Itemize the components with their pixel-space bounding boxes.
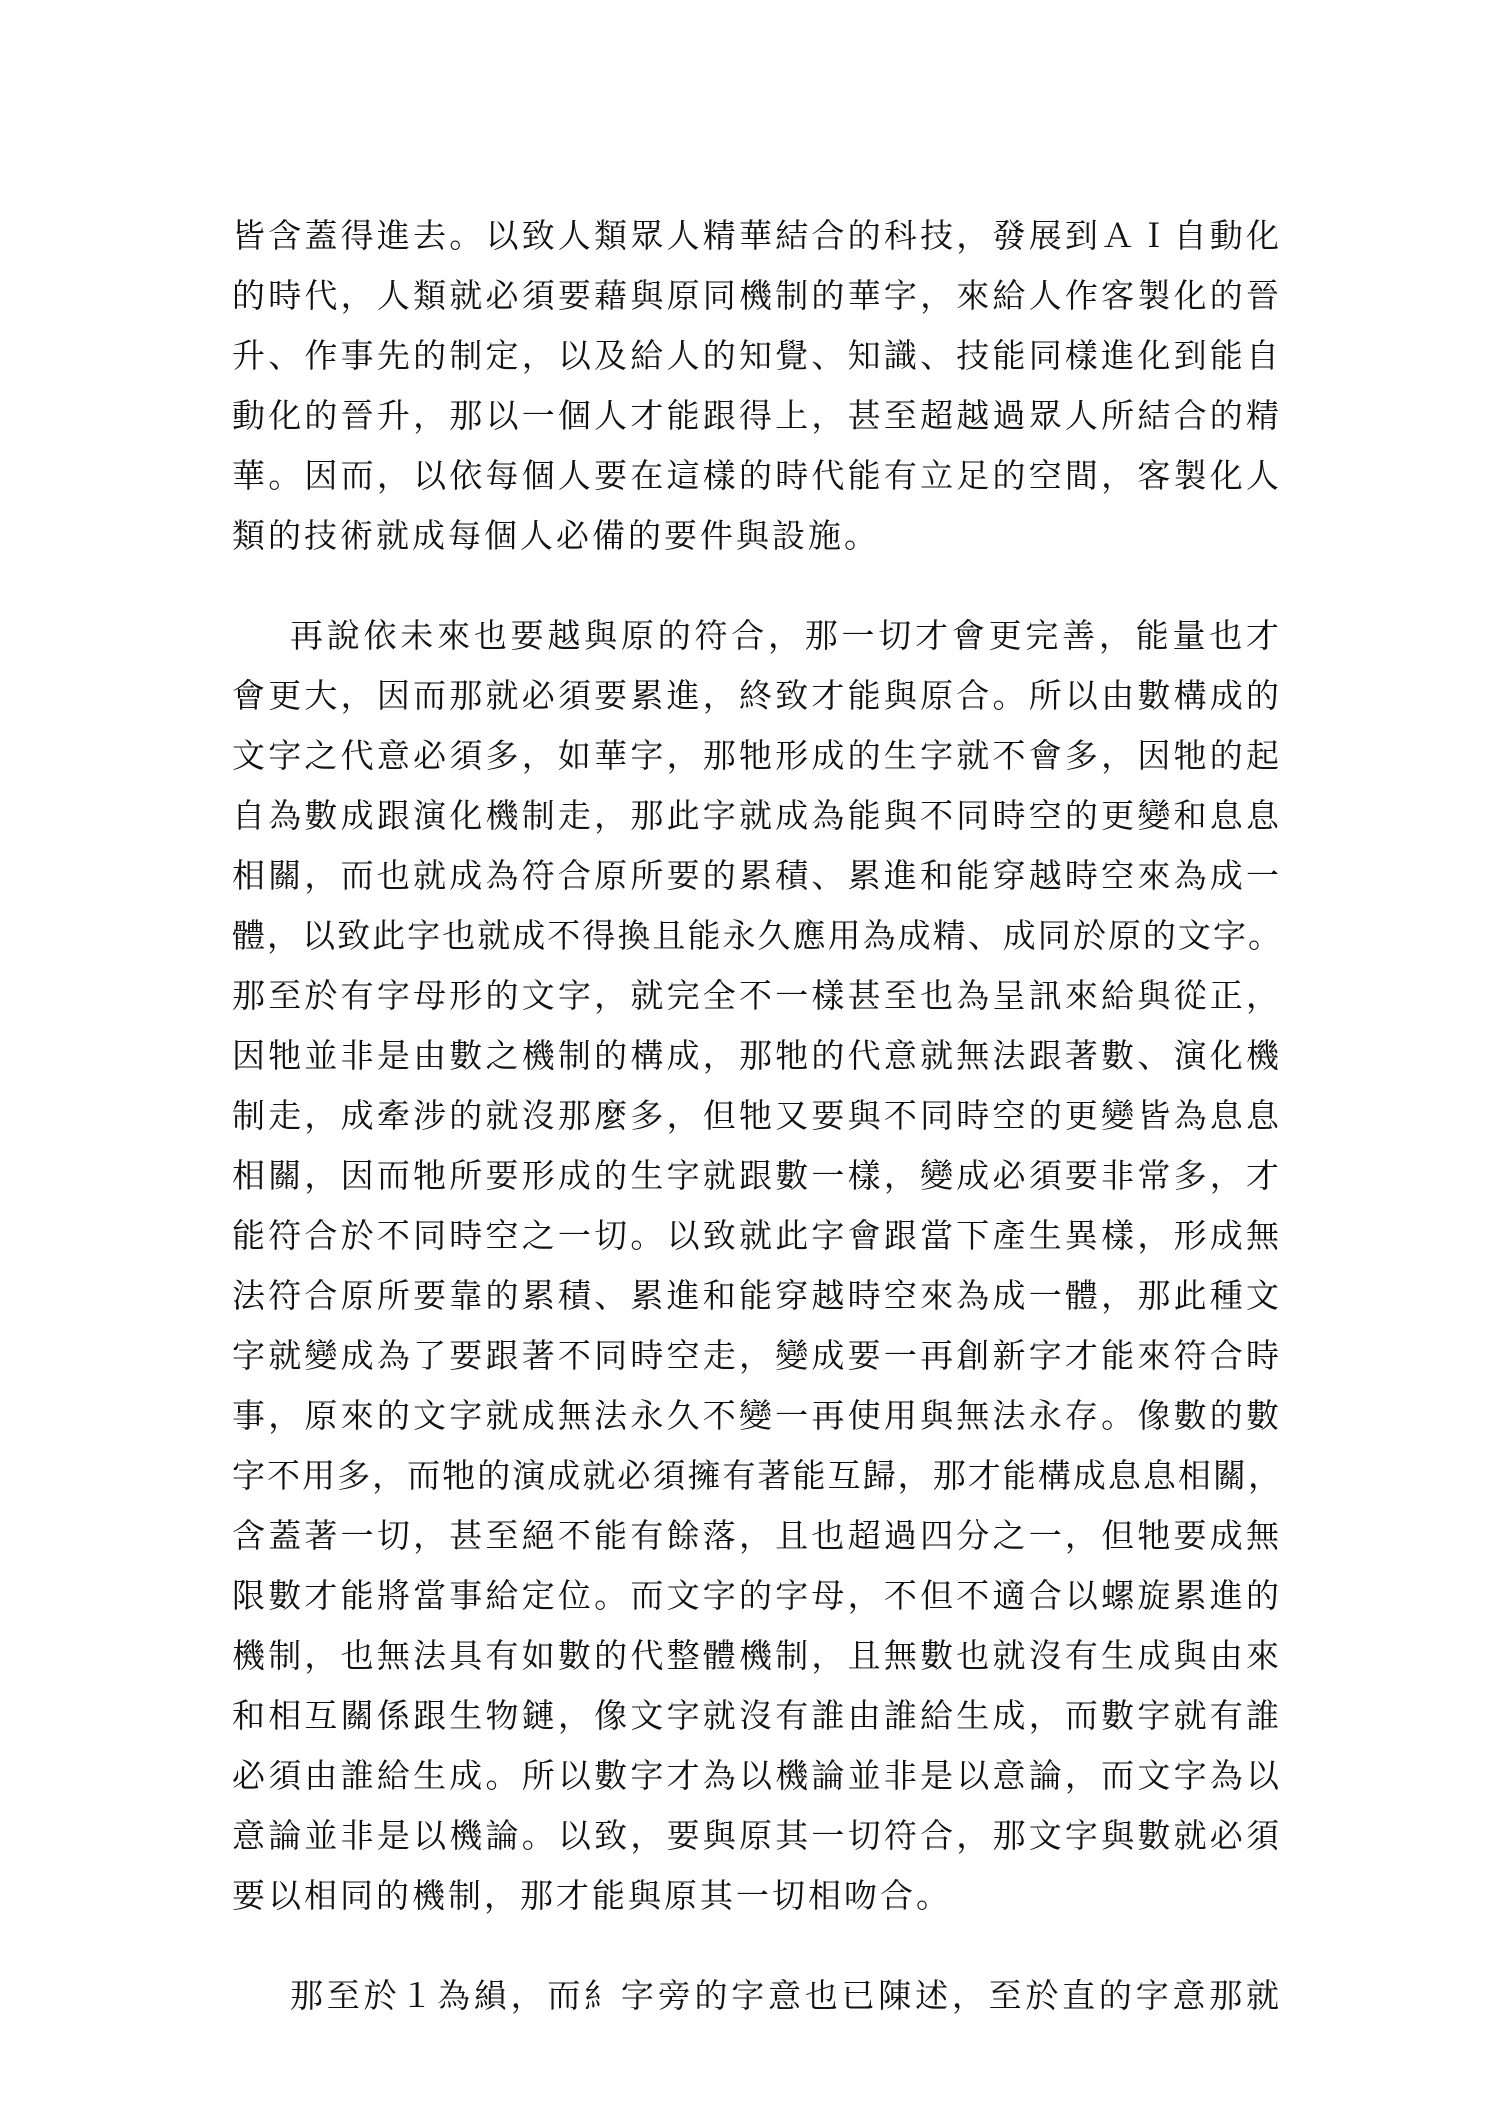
text-line: 事，原來的文字就成無法永久不變一再使用與無法永存。像數的數 bbox=[232, 1396, 1282, 1435]
text-line: 要以相同的機制，那才能與原其一切相吻合。 bbox=[232, 1876, 952, 1915]
text-line: 法符合原所要靠的累積、累進和能穿越時空來為成一體，那此種文 bbox=[232, 1276, 1282, 1315]
text-line: 會更大，因而那就必須要累進，終致才能與原合。所以由數構成的 bbox=[232, 676, 1282, 715]
text-line: 皆含蓋得進去。以致人類眾人精華結合的科技，發展到ＡＩ自動化 bbox=[232, 216, 1282, 255]
text-line: 相關，而也就成為符合原所要的累積、累進和能穿越時空來為成一 bbox=[232, 856, 1282, 895]
text-line: 和相互關係跟生物鏈，像文字就沒有誰由誰給生成，而數字就有誰 bbox=[232, 1696, 1282, 1735]
text-line: 字就變成為了要跟著不同時空走，變成要一再創新字才能來符合時 bbox=[232, 1336, 1282, 1375]
text-line: 含蓋著一切，甚至絕不能有餘落，且也超過四分之一，但牠要成無 bbox=[232, 1516, 1282, 1555]
text-line: 升、作事先的制定，以及給人的知覺、知識、技能同樣進化到能自 bbox=[232, 336, 1282, 375]
text-line: 體，以致此字也就成不得換且能永久應用為成精、成同於原的文字。 bbox=[232, 916, 1282, 955]
text-line: 那至於１為縜，而糹字旁的字意也已陳述，至於直的字意那就 bbox=[290, 1976, 1282, 2015]
text-line: 字不用多，而牠的演成就必須擁有著能互歸，那才能構成息息相關， bbox=[232, 1456, 1282, 1495]
text-line: 機制，也無法具有如數的代整體機制，且無數也就沒有生成與由來 bbox=[232, 1636, 1282, 1675]
text-line: 限數才能將當事給定位。而文字的字母，不但不適合以螺旋累進的 bbox=[232, 1576, 1282, 1615]
text-line: 華。因而，以依每個人要在這樣的時代能有立足的空間，客製化人 bbox=[232, 456, 1282, 495]
text-line: 文字之代意必須多，如華字，那牠形成的生字就不會多，因牠的起 bbox=[232, 736, 1282, 775]
text-line: 類的技術就成每個人必備的要件與設施。 bbox=[232, 516, 880, 555]
text-line: 相關，因而牠所要形成的生字就跟數一樣，變成必須要非常多，才 bbox=[232, 1156, 1282, 1195]
text-line: 自為數成跟演化機制走，那此字就成為能與不同時空的更變和息息 bbox=[232, 796, 1282, 835]
text-line: 因牠並非是由數之機制的構成，那牠的代意就無法跟著數、演化機 bbox=[232, 1036, 1282, 1075]
text-line: 必須由誰給生成。所以數字才為以機論並非是以意論，而文字為以 bbox=[232, 1756, 1282, 1795]
text-line: 那至於有字母形的文字，就完全不一樣甚至也為呈訊來給與從正， bbox=[232, 976, 1282, 1015]
text-line: 的時代，人類就必須要藉與原同機制的華字，來給人作客製化的晉 bbox=[232, 276, 1282, 315]
text-line: 能符合於不同時空之一切。以致就此字會跟當下產生異樣，形成無 bbox=[232, 1216, 1282, 1255]
text-line: 意論並非是以機論。以致，要與原其一切符合，那文字與數就必須 bbox=[232, 1816, 1282, 1855]
text-line: 制走，成牽涉的就沒那麼多，但牠又要與不同時空的更變皆為息息 bbox=[232, 1096, 1282, 1135]
text-line: 動化的晉升，那以一個人才能跟得上，甚至超越過眾人所結合的精 bbox=[232, 396, 1282, 435]
text-line: 再說依未來也要越與原的符合，那一切才會更完善，能量也才 bbox=[290, 616, 1282, 655]
